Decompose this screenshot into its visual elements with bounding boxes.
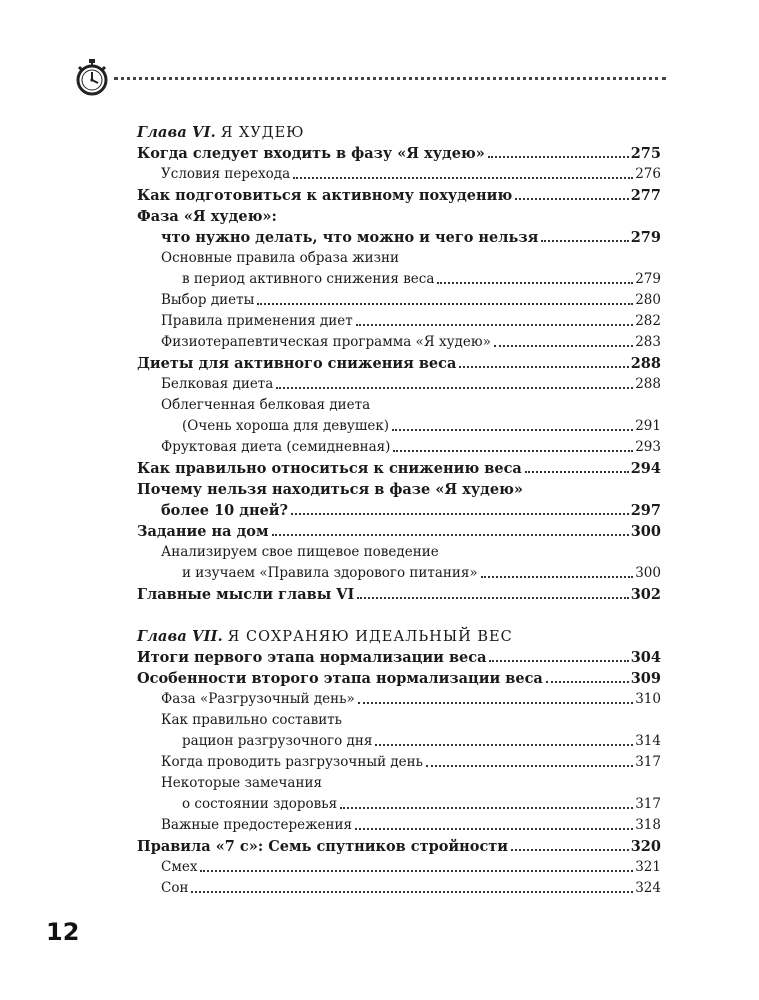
toc-page-number: 309 [630, 670, 661, 687]
toc-entry-title: Фаза «Разгрузочный день» [161, 691, 355, 707]
toc-entry[interactable] [137, 227, 661, 248]
toc-entry[interactable] [137, 878, 661, 899]
toc-page-number: 276 [635, 166, 661, 182]
chapter-title: Я ХУДЕЮ [220, 125, 305, 141]
dot-leader [488, 143, 629, 158]
dot-leader [356, 311, 634, 326]
toc-page-number: 280 [635, 292, 661, 308]
toc-entry-title: Сон [161, 880, 189, 896]
toc-entry-title: Почему нельзя находиться в фазе «Я худею» [137, 481, 523, 498]
toc-page-number: 288 [630, 355, 661, 372]
toc-page-number: 279 [635, 271, 661, 287]
dot-leader [393, 437, 633, 452]
toc-entry-title: Облегченная белковая диета [161, 397, 371, 413]
toc-page-number: 279 [630, 229, 661, 246]
toc-entry-title: Фруктовая диета (семидневная) [161, 439, 391, 455]
toc-entry[interactable] [137, 353, 661, 374]
toc-page-number: 282 [635, 313, 661, 329]
dot-leader [541, 227, 628, 242]
toc-page-number: 304 [630, 649, 661, 666]
dot-leader [426, 752, 633, 767]
chapter-heading [137, 626, 661, 647]
toc-page-number: 291 [635, 418, 661, 434]
dot-leader [272, 521, 629, 536]
toc-entry-title: и изучаем «Правила здорового питания» [182, 565, 478, 581]
toc-entry-title: Главные мысли главы VI [137, 586, 355, 603]
dot-leader [293, 164, 633, 179]
toc-entry [137, 479, 661, 500]
toc-entry[interactable] [137, 563, 661, 584]
toc-page-number: 320 [630, 838, 661, 855]
toc-entry-title: Как правильно относиться к снижению веса [137, 460, 522, 477]
toc-entry-title: рацион разгрузочного дня [182, 733, 373, 749]
toc-page-number: 297 [630, 502, 661, 519]
header-dotted-rule [114, 77, 666, 80]
toc-page-number: 294 [630, 460, 661, 477]
toc-entry-title: Как подготовиться к активному похудению [137, 187, 513, 204]
toc-page-number: 300 [635, 565, 661, 581]
dot-leader [459, 353, 628, 368]
toc-entry-title: Фаза «Я худею»: [137, 208, 277, 225]
toc-entry[interactable] [137, 164, 661, 185]
toc-entry-title: о состоянии здоровья [182, 796, 338, 812]
toc-page-number: 302 [630, 586, 661, 603]
toc-entry-title: Физиотерапевтическая программа «Я худею» [161, 334, 491, 350]
table-of-contents [137, 122, 661, 899]
toc-entry-title: Важные предостережения [161, 817, 353, 833]
toc-entry [137, 773, 661, 794]
toc-entry-title: Когда следует входить в фазу «Я худею» [137, 145, 485, 162]
toc-page-number: 293 [635, 439, 661, 455]
toc-entry[interactable] [137, 668, 661, 689]
toc-entry-title: Смех [161, 859, 198, 875]
dot-leader [291, 500, 629, 515]
toc-entry-title: Правила применения диет [161, 313, 353, 329]
toc-entry-title: Правила «7 с»: Семь спутников стройности [137, 838, 509, 855]
toc-entry-title: Когда проводить разгрузочный день [161, 754, 424, 770]
toc-entry[interactable] [137, 185, 661, 206]
toc-entry[interactable] [137, 836, 661, 857]
toc-page-number: 318 [635, 817, 661, 833]
dot-leader [525, 458, 629, 473]
toc-entry[interactable] [137, 416, 661, 437]
toc-entry-title: Анализируем свое пищевое поведение [161, 544, 439, 560]
toc-page-number: 317 [635, 754, 661, 770]
toc-entry[interactable] [137, 290, 661, 311]
dot-leader [355, 815, 633, 830]
dot-leader [437, 269, 633, 284]
toc-entry-title: Белковая диета [161, 376, 274, 392]
toc-page-number: 288 [635, 376, 661, 392]
toc-entry[interactable] [137, 332, 661, 353]
toc-entry-title: (Очень хороша для девушек) [182, 418, 390, 434]
toc-entry-title: Основные правила образа жизни [161, 250, 400, 266]
toc-page-number: 324 [635, 880, 661, 896]
toc-entry[interactable] [137, 752, 661, 773]
toc-entry-title: Как правильно составить [161, 712, 343, 728]
toc-entry [137, 395, 661, 416]
dot-leader [375, 731, 633, 746]
toc-entry-title: Итоги первого этапа нормализации веса [137, 649, 487, 666]
toc-page-number: 314 [635, 733, 661, 749]
toc-entry-title: что нужно делать, что можно и чего нельзя [161, 229, 539, 246]
toc-entry[interactable] [137, 815, 661, 836]
dot-leader [358, 689, 633, 704]
dot-leader [489, 647, 628, 662]
toc-page-number: 317 [635, 796, 661, 812]
toc-entry[interactable] [137, 374, 661, 395]
toc-entry-title: Особенности второго этапа нормализации веса [137, 670, 543, 687]
chapter-label: Глава VI. [137, 124, 216, 141]
dot-leader [200, 857, 633, 872]
toc-entry-title: более 10 дней? [161, 502, 289, 519]
dot-leader [392, 416, 633, 431]
page-header [72, 58, 672, 98]
toc-entry[interactable] [137, 458, 661, 479]
dot-leader [515, 185, 628, 200]
dot-leader [357, 584, 628, 599]
toc-entry-title: в период активного снижения веса [182, 271, 435, 287]
dot-leader [276, 374, 633, 389]
toc-entry [137, 248, 661, 269]
toc-entry [137, 710, 661, 731]
toc-entry[interactable] [137, 584, 661, 605]
dot-leader [340, 794, 633, 809]
stopwatch-icon [72, 58, 112, 98]
dot-leader [511, 836, 629, 851]
dot-leader [191, 878, 633, 893]
chapter-label: Глава VII. [137, 628, 223, 645]
dot-leader [481, 563, 634, 578]
dot-leader [494, 332, 633, 347]
toc-entry[interactable] [137, 521, 661, 542]
toc-entry[interactable] [137, 500, 661, 521]
toc-page-number: 283 [635, 334, 661, 350]
toc-entry[interactable] [137, 857, 661, 878]
toc-entry-title: Выбор диеты [161, 292, 255, 308]
toc-page-number: 310 [635, 691, 661, 707]
toc-entry[interactable] [137, 689, 661, 710]
toc-entry[interactable] [137, 794, 661, 815]
toc-entry-title: Задание на дом [137, 523, 269, 540]
dot-leader [546, 668, 629, 683]
dot-leader [257, 290, 633, 305]
toc-page-number: 275 [630, 145, 661, 162]
page-number: 12 [46, 918, 80, 946]
toc-entry[interactable] [137, 143, 661, 164]
toc-entry-title: Условия перехода [161, 166, 291, 182]
toc-entry-title: Диеты для активного снижения веса [137, 355, 457, 372]
toc-entry[interactable] [137, 647, 661, 668]
toc-entry[interactable] [137, 731, 661, 752]
toc-entry [137, 206, 661, 227]
chapter-heading [137, 122, 661, 143]
toc-page-number: 300 [630, 523, 661, 540]
toc-entry [137, 542, 661, 563]
toc-entry[interactable] [137, 311, 661, 332]
toc-page-number: 277 [630, 187, 661, 204]
toc-entry-title: Некоторые замечания [161, 775, 322, 791]
chapter-title: Я СОХРАНЯЮ ИДЕАЛЬНЫЙ ВЕС [227, 629, 513, 645]
toc-entry[interactable] [137, 437, 661, 458]
toc-entry[interactable] [137, 269, 661, 290]
toc-page-number: 321 [635, 859, 661, 875]
